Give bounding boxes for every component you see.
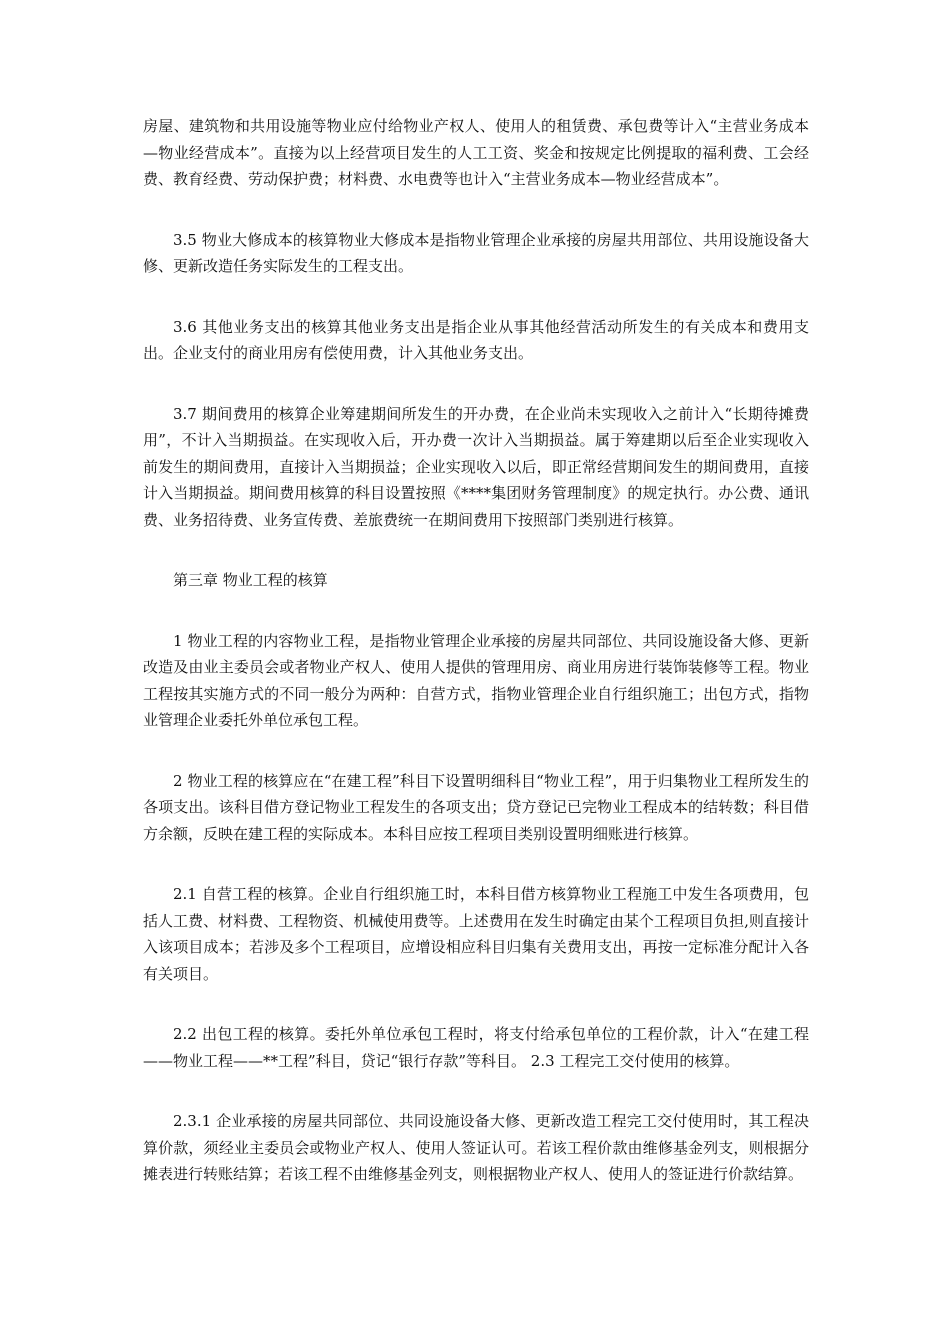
paragraph-3-7-period-expense: 3.7 期间费用的核算企业筹建期间所发生的开办费，在企业尚未实现收入之前计入“长期待摊费用”，不计入当期损益。在实现收入后，开办费一次计入当期损益。属于筹建期以后至企业实现收入前发生的期间费用，直接计入当期损益；企业实现收入以后，即正常经营期间发生的期间费用，直接计入当期损益。期间费用核算的科目设置按照《****集团财务管理制度》的规定执行。办公费、通讯费、业务招待费、业务宣传费、差旅费统一在期间费用下按照部门类别进行核算。 — [143, 404, 809, 529]
document-body — [143, 113, 809, 1188]
paragraph-2-property-works-accounting: 2 物业工程的核算应在“在建工程”科目下设置明细科目“物业工程”，用于归集物业工程所发生的各项支出。该科目借方登记物业工程发生的各项支出；贷方登记已完物业工程成本的结转数；科目借方余额，反映在建工程的实际成本。本科目应按工程项目类别设置明细账进行核算。 — [143, 771, 809, 843]
paragraph-1-property-works-content: 1 物业工程的内容物业工程，是指物业管理企业承接的房屋共同部位、共同设施设备大修、更新改造及由业主委员会或者物业产权人、使用人提供的管理用房、商业用房进行装饰装修等工程。物业工程按其实施方式的不同一般分为两种：自营方式，指物业管理企业自行组织施工；出包方式，指物业管理企业委托外单位承包工程。 — [143, 631, 809, 729]
paragraph-2-2-outsourced-works: 2.2 出包工程的核算。委托外单位承包工程时，将支付给承包单位的工程价款，计入“在建工程——物业工程——**工程”科目，贷记“银行存款”等科目。 2.3 工程完工交付使用的核算。 — [143, 1025, 809, 1070]
paragraph-3-5-major-repair-cost: 3.5 物业大修成本的核算物业大修成本是指物业管理企业承接的房屋共用部位、共用设施设备大修、更新改造任务实际发生的工程支出。 — [143, 230, 809, 275]
paragraph-3-6-other-business-expense: 3.6 其他业务支出的核算其他业务支出是指企业从事其他经营活动所发生的有关成本和费用支出。企业支付的商业用房有偿使用费，计入其他业务支出。 — [143, 317, 809, 362]
paragraph-2-3-1-completion-settlement: 2.3.1 企业承接的房屋共同部位、共同设施设备大修、更新改造工程完工交付使用时，其工程决算价款，须经业主委员会或物业产权人、使用人签证认可。若该工程价款由维修基金列支，则根据分摊表进行转账结算；若该工程不由维修基金列支，则根据物业产权人、使用人的签证进行价款结算。 — [143, 1112, 809, 1183]
paragraph-2-1-self-operated-works: 2.1 自营工程的核算。企业自行组织施工时，本科目借方核算物业工程施工中发生各项费用，包括人工费、材料费、工程物资、机械使用费等。上述费用在发生时确定由某个工程项目负担,则直接计入该项目成本；若涉及多个工程项目，应增设相应科目归集有关费用支出，再按一定标准分配计入各有关项目。 — [143, 885, 809, 983]
chapter-3-heading: 第三章 物业工程的核算 — [173, 571, 328, 589]
paragraph-operating-cost: 房屋、建筑物和共用设施等物业应付给物业产权人、使用人的租赁费、承包费等计入“主营业务成本—物业经营成本”。直接为以上经营项目发生的人工工资、奖金和按规定比例提取的福利费、工会经费、教育经费、劳动保护费；材料费、水电费等也计入“主营业务成本—物业经营成本”。 — [143, 117, 809, 188]
